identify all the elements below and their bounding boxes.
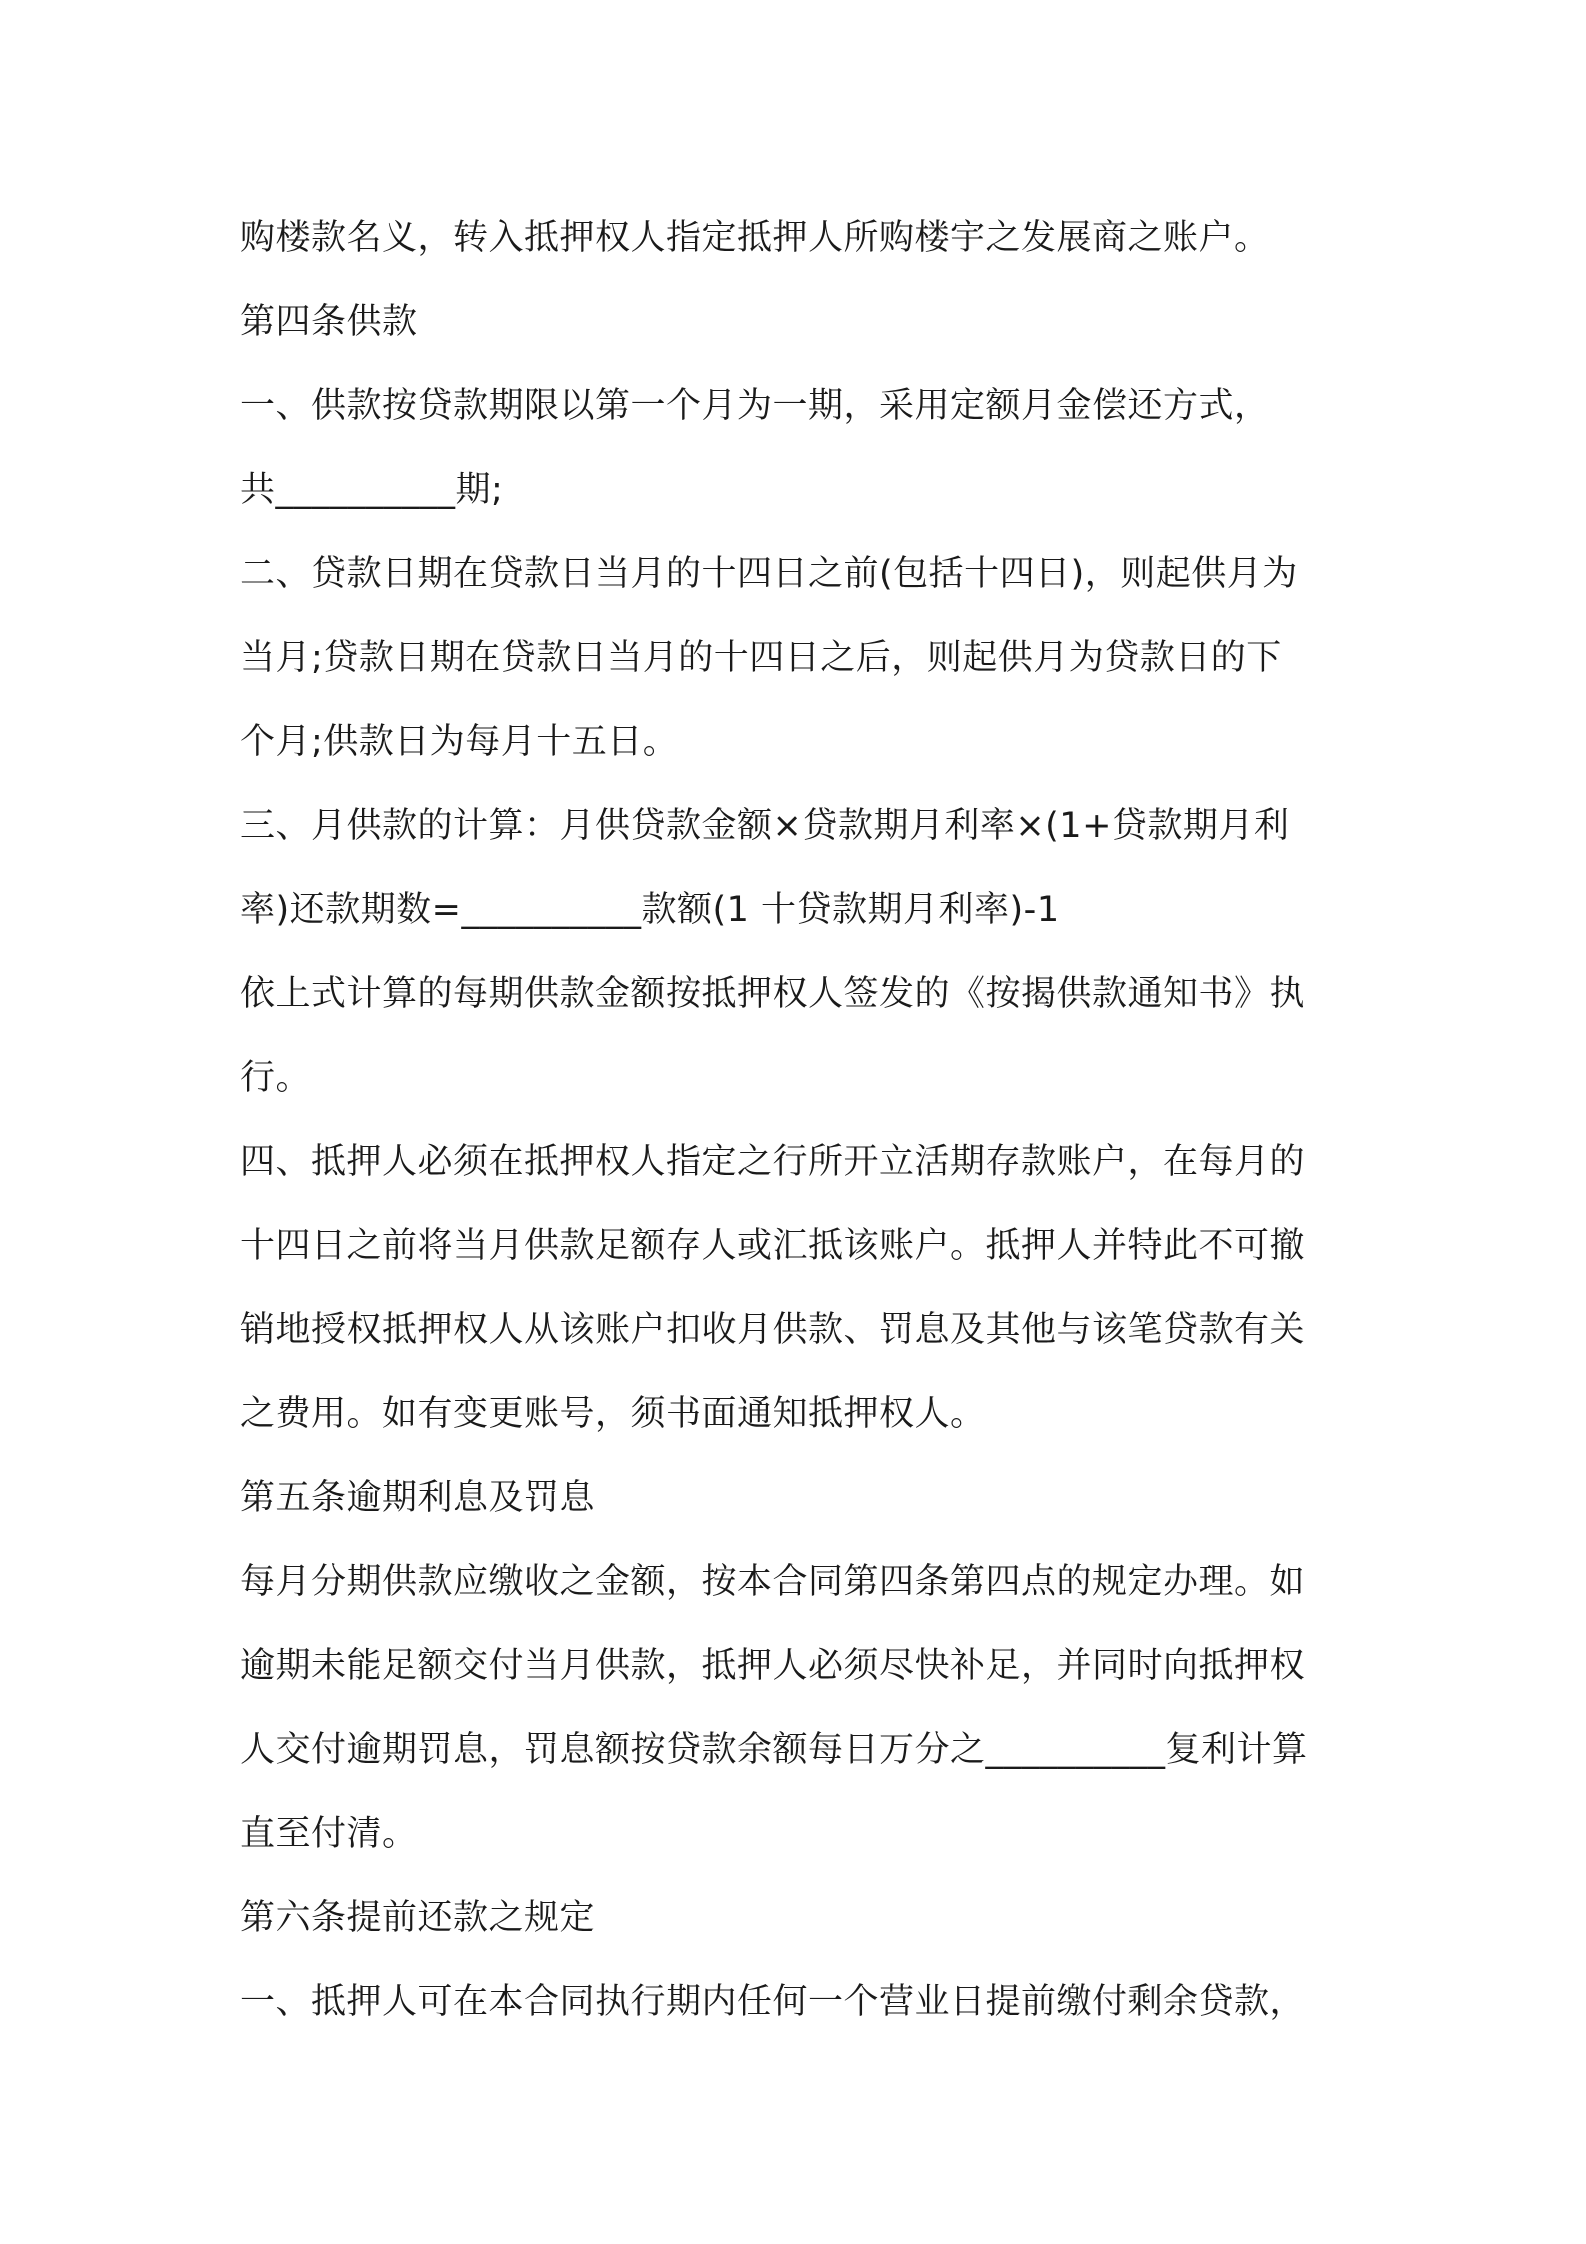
text-line: 逾期未能足额交付当月供款，抵押人必须尽快补足，并同时向抵押权 bbox=[240, 1646, 1306, 1686]
section-heading-article-5: 第五条逾期利息及罚息 bbox=[240, 1478, 596, 1518]
text-line: 依上式计算的每期供款金额按抵押权人签发的《按揭供款通知书》执 bbox=[240, 974, 1306, 1014]
section-heading-article-4: 第四条供款 bbox=[240, 302, 418, 342]
document-body bbox=[240, 196, 1360, 2044]
text-line: 当月;贷款日期在贷款日当月的十四日之后，则起供月为贷款日的下 bbox=[240, 638, 1282, 678]
text-line: 十四日之前将当月供款足额存人或汇抵该账户。抵押人并特此不可撤 bbox=[240, 1226, 1306, 1266]
text-line: 一、供款按贷款期限以第一个月为一期，采用定额月金偿还方式， bbox=[240, 386, 1270, 426]
text-line: 一、抵押人可在本合同执行期内任何一个营业日提前缴付剩余贷款， bbox=[240, 1982, 1306, 2022]
text-line: 之费用。如有变更账号，须书面通知抵押权人。 bbox=[240, 1394, 986, 1434]
text-line: 二、贷款日期在贷款日当月的十四日之前(包括十四日)，则起供月为 bbox=[240, 554, 1298, 594]
text-line: 行。 bbox=[240, 1058, 312, 1098]
text-line: 直至付清。 bbox=[240, 1814, 418, 1854]
text-line: 共__________期; bbox=[240, 470, 504, 510]
text-line: 每月分期供款应缴收之金额，按本合同第四条第四点的规定办理。如 bbox=[240, 1562, 1306, 1602]
text-line: 人交付逾期罚息，罚息额按贷款余额每日万分之__________复利计算 bbox=[240, 1730, 1308, 1770]
text-line: 购楼款名义，转入抵押权人指定抵押人所购楼宇之发展商之账户。 bbox=[240, 218, 1270, 258]
text-line: 销地授权抵押权人从该账户扣收月供款、罚息及其他与该笔贷款有关 bbox=[240, 1310, 1306, 1350]
text-line: 三、月供款的计算：月供贷款金额×贷款期月利率×(1+贷款期月利 bbox=[240, 806, 1290, 846]
text-line: 率)还款期数=__________款额(1 十贷款期月利率)-1 bbox=[240, 890, 1060, 930]
section-heading-article-6: 第六条提前还款之规定 bbox=[240, 1898, 596, 1938]
text-line: 四、抵押人必须在抵押权人指定之行所开立活期存款账户，在每月的 bbox=[240, 1142, 1306, 1182]
text-line: 个月;供款日为每月十五日。 bbox=[240, 722, 679, 762]
